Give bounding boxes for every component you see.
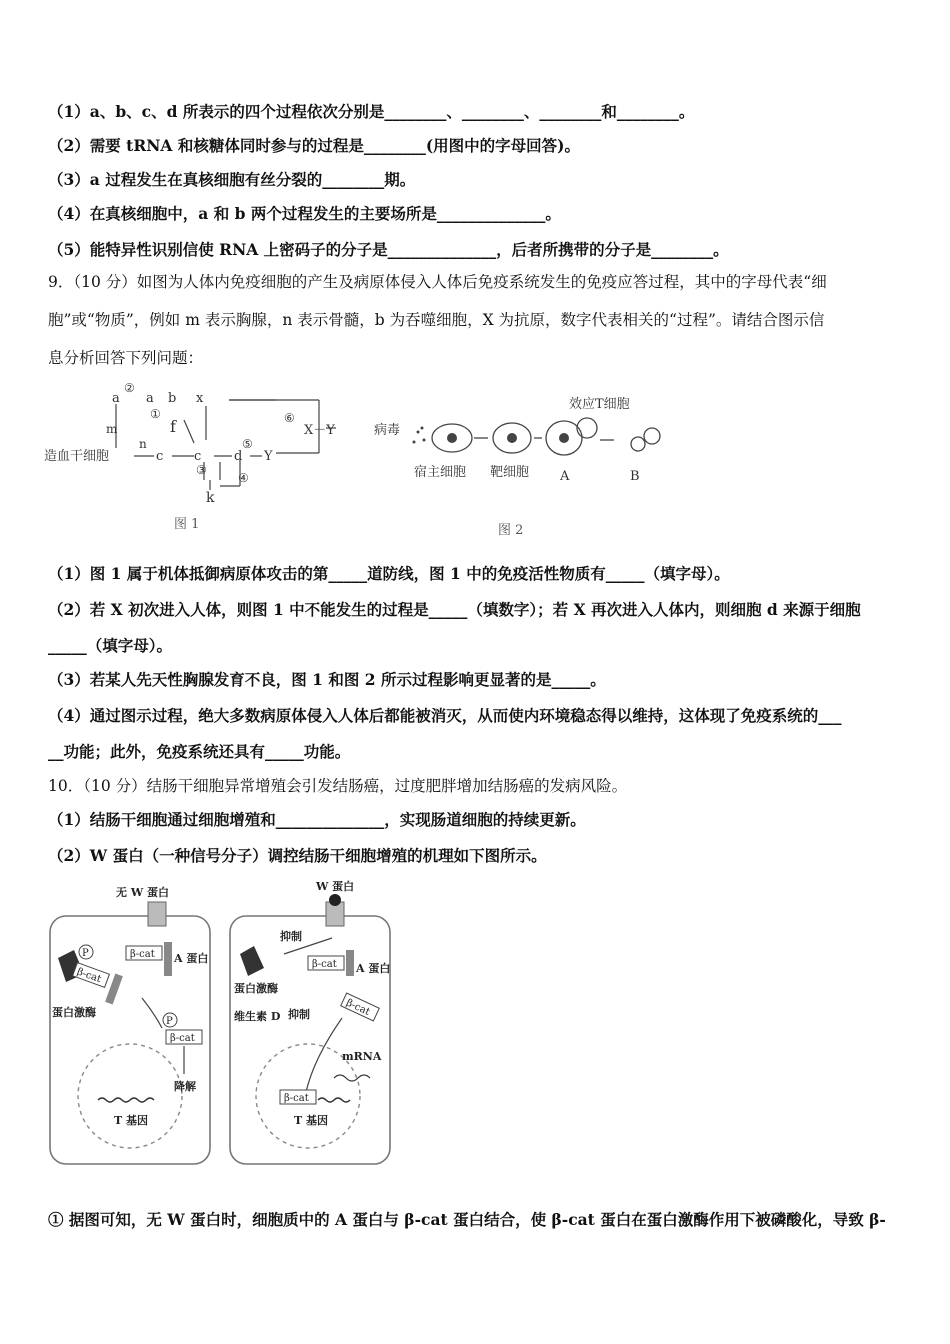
cell-c-2: c xyxy=(194,449,202,464)
cell-d: d xyxy=(234,449,243,464)
bcat-left-3-label: β-cat xyxy=(170,1033,195,1044)
bcat-right-3-label: β-cat xyxy=(284,1093,309,1104)
host-cell-label: 宿主细胞 xyxy=(414,465,467,480)
label-n: n xyxy=(139,437,147,451)
w-protein-ligand xyxy=(329,894,341,906)
phosphate-1: P xyxy=(82,948,89,959)
figure-1-caption: 图 1 xyxy=(174,517,200,532)
cell-a-2: a xyxy=(146,391,154,406)
target-cell-label: 靶细胞 xyxy=(490,465,530,480)
label-m: m xyxy=(106,422,118,436)
effector-t-cell-label: 效应T细胞 xyxy=(569,397,630,412)
q9-item-1: （1）图 1 属于机体抵御病原体攻击的第_____道防线，图 1 中的免疫活性物质有_____（填字母）。 xyxy=(48,564,730,583)
t-gene-left-label: T 基因 xyxy=(114,1114,149,1127)
degrade-label: 降解 xyxy=(174,1080,196,1093)
q8-item-4: （4）在真核细胞中，a 和 b 两个过程发生的主要场所是______________。 xyxy=(48,204,561,223)
bcat-right-1-label: β-cat xyxy=(312,959,337,970)
process-5: ⑤ xyxy=(242,437,253,451)
q10-item-2-part-1: ① 据图可知，无 W 蛋白时，细胞质中的 A 蛋白与 β-cat 蛋白结合，使 β-cat 蛋白在蛋白激酶作用下被磷酸化，导致 β- xyxy=(48,1210,886,1229)
cell-lysis-diagram xyxy=(374,388,674,540)
q9-item-2-line-2: _____（填字母）。 xyxy=(48,636,173,655)
immune-flow-diagram xyxy=(44,378,354,538)
bcat-left-1-label: β-cat xyxy=(130,949,155,960)
cell-c-1: c xyxy=(156,449,164,464)
q9-item-4-line-1: （4）通过图示过程，绝大多数病原体侵入人体后都能被消灭，从而使内环境稳态得以维持，这体现了免疫系统的___ xyxy=(48,706,842,725)
receptor-left xyxy=(148,902,166,926)
stage-a-label: A xyxy=(560,469,570,484)
q9-intro-line-1: 9．（10 分）如图为人体内免疫细胞的产生及病原体侵入人体后免疫系统发生的免疫应答过程，其中的字母代表“细 xyxy=(48,273,827,291)
kinase-right-label: 蛋白激酶 xyxy=(234,982,278,995)
vitamin-d-label: 维生素 D xyxy=(234,1010,281,1023)
q9-intro-line-3: 息分析回答下列问题： xyxy=(48,349,204,367)
t-gene-right-label: T 基因 xyxy=(294,1114,329,1127)
mrna-label: mRNA xyxy=(342,1050,382,1063)
a-protein-right xyxy=(346,950,354,976)
kinase-left-label: 蛋白激酶 xyxy=(52,1006,96,1019)
a-protein-left-label: A 蛋白 xyxy=(174,952,209,965)
process-2: ② xyxy=(124,381,135,395)
q9-item-4-line-2: __功能；此外，免疫系统还具有_____功能。 xyxy=(48,742,351,761)
stem-cell-label: 造血干细胞 xyxy=(44,449,110,464)
process-1: ① xyxy=(150,407,161,421)
w-protein-mechanism-figure xyxy=(44,878,394,1170)
process-4: ④ xyxy=(238,471,249,485)
inhibit-2-label: 抑制 xyxy=(288,1008,310,1021)
cell-a-1: a xyxy=(112,391,120,406)
q10-item-1: （1）结肠干细胞通过细胞增殖和______________，实现肠道细胞的持续更新。 xyxy=(48,810,586,829)
q8-item-3: （3）a 过程发生在真核细胞有丝分裂的________期。 xyxy=(48,170,416,189)
no-w-protein-label: 无 W 蛋白 xyxy=(116,886,170,899)
cell-b: b xyxy=(168,391,177,406)
bcat-left-2-label: β-cat xyxy=(75,966,103,986)
q9-item-2-line-1: （2）若 X 初次进入人体，则图 1 中不能发生的过程是_____（填数字）；若 X 再次进入人体内，则细胞 d 来源于细胞 xyxy=(48,600,861,619)
a-protein-left xyxy=(164,942,172,976)
cell-f: f xyxy=(170,417,176,436)
phosphate-2: P xyxy=(166,1016,173,1027)
inhibit-1-label: 抑制 xyxy=(280,930,302,943)
figure-2-caption: 图 2 xyxy=(498,523,524,538)
q8-item-1: （1）a、b、c、d 所表示的四个过程依次分别是________、________、________和________。 xyxy=(48,102,695,121)
cell-k: k xyxy=(206,490,215,506)
virus-label: 病毒 xyxy=(374,423,401,438)
process-6: ⑥ xyxy=(284,411,295,425)
antigen-x: x xyxy=(196,391,204,406)
q9-item-3: （3）若某人先天性胸腺发育不良，图 1 和图 2 所示过程影响更显著的是_____。 xyxy=(48,670,606,689)
w-protein-label: W 蛋白 xyxy=(316,880,355,893)
kinase-right xyxy=(240,946,264,976)
q10-intro: 10．（10 分）结肠干细胞异常增殖会引发结肠癌，过度肥胖增加结肠癌的发病风险。 xyxy=(48,777,628,795)
a-protein-right-label: A 蛋白 xyxy=(356,962,391,975)
bcat-right-2-label: β-cat xyxy=(344,997,372,1018)
q8-item-2: （2）需要 tRNA 和核糖体同时参与的过程是________(用图中的字母回答)。 xyxy=(48,136,580,155)
q10-item-2: （2）W 蛋白（一种信号分子）调控结肠干细胞增殖的机理如下图所示。 xyxy=(48,846,547,865)
antigen-antibody-complex: X－Y xyxy=(304,423,335,438)
q9-intro-line-2: 胞”或“物质”，例如 m 表示胸腺，n 表示骨髓，b 为吞噬细胞，X 为抗原，数字代表相关的“过程”。请结合图示信 xyxy=(48,311,825,329)
q8-item-5: （5）能特异性识别信使 RNA 上密码子的分子是______________，后者所携带的分子是________。 xyxy=(48,240,729,259)
process-3: ③ xyxy=(196,463,207,477)
substance-y: Y xyxy=(264,449,273,464)
stage-b-label: B xyxy=(630,469,640,484)
